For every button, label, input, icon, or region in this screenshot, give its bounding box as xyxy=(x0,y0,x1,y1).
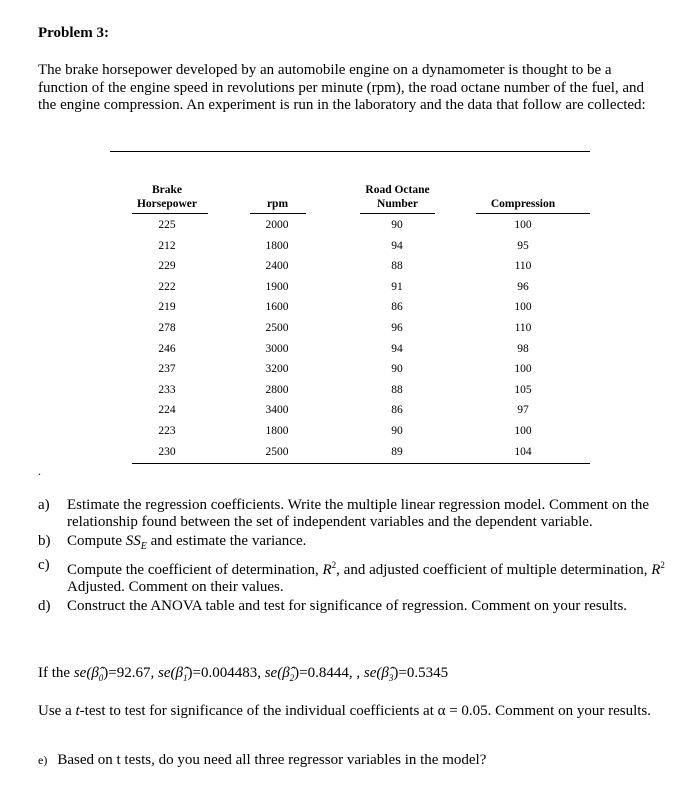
table-cell: 90 xyxy=(391,425,403,437)
se-subscript: 2 xyxy=(289,673,295,683)
r-squared-adj-symbol: R xyxy=(651,562,661,578)
table-cell: 1900 xyxy=(265,280,289,293)
question-marker: e) xyxy=(38,753,48,767)
table-cell: 100 xyxy=(514,425,532,437)
question-text: Based on t tests, do you need all three regressor variables in the model? xyxy=(57,752,487,768)
problem-intro: The brake horsepower developed by an automobile engine on a dynamometer is thought to be a function of the engine speed in revolutions per minute (rpm), the road octane number of the fuel, and the engine compression. An experiment is run in the laboratory and the data that follow are collected: xyxy=(38,62,646,113)
table-cell: 219 xyxy=(158,301,176,314)
table-cell: 222 xyxy=(158,280,176,293)
table-cell: 89 xyxy=(391,445,403,458)
table-cell: 1600 xyxy=(265,301,289,314)
question-text: Estimate the regression coefficients. Write the multiple linear regression model. Comment on the relationship found between the set of independent variables and the dependent variable. xyxy=(67,497,650,530)
question-b xyxy=(38,533,678,555)
header-underline xyxy=(360,213,435,214)
table-bottom-rule xyxy=(132,463,590,464)
table-cell: 110 xyxy=(514,322,532,334)
header-rpm xyxy=(250,197,305,211)
t-symbol: t xyxy=(75,703,80,719)
sse-subscript: E xyxy=(140,541,147,552)
r-squared-adj-exponent: 2 xyxy=(660,560,665,570)
table-cell: 94 xyxy=(391,239,403,252)
question-text-mid: , and adjusted coefficient of multiple determination, xyxy=(336,562,652,578)
table-cell: 2000 xyxy=(265,219,289,231)
table-cell: 2800 xyxy=(265,383,289,396)
stray-mark: . xyxy=(38,464,41,478)
table-cell: 229 xyxy=(158,260,176,273)
header-underline xyxy=(250,213,306,214)
table-cell: 98 xyxy=(517,342,529,355)
se-label: se(β̂ xyxy=(264,665,290,681)
question-marker: d) xyxy=(38,598,51,614)
table-cell: 2500 xyxy=(265,445,289,458)
se-prefix: If the xyxy=(38,665,74,681)
se-subscript: 0 xyxy=(98,673,104,683)
se-value: )=0.8444, , xyxy=(294,665,364,681)
question-text: Construct the ANOVA table and test for significance of regression. Comment on your results. xyxy=(67,598,628,614)
question-text-pre: Compute xyxy=(67,533,126,549)
header-compression xyxy=(478,197,568,211)
standard-errors-line xyxy=(38,665,448,683)
table-cell: 96 xyxy=(517,280,529,293)
table-cell: 86 xyxy=(391,404,403,417)
question-d xyxy=(38,598,678,615)
question-marker: b) xyxy=(38,533,51,549)
table-cell: 110 xyxy=(514,260,532,273)
se-value: )=0.5345 xyxy=(393,665,449,681)
table-cell: 224 xyxy=(158,404,176,417)
use-post: -test to test for significance of the individual coefficients at α = 0.05. Comment on your results. xyxy=(79,703,652,719)
table-cell: 100 xyxy=(514,363,532,376)
se-label: se(β̂ xyxy=(73,665,99,681)
table-cell: 100 xyxy=(514,301,532,314)
problem-title: Problem 3: xyxy=(38,25,109,41)
table-cell: 94 xyxy=(391,342,403,355)
se-value: )=0.004483, xyxy=(187,665,265,681)
table-cell: 2500 xyxy=(265,322,289,334)
table-cell: 96 xyxy=(391,322,403,334)
header-line1: Brake xyxy=(151,184,183,196)
table-cell: 86 xyxy=(391,301,403,314)
table-cell: 3000 xyxy=(265,342,289,355)
table-cell: 91 xyxy=(391,280,403,293)
table-cell: 90 xyxy=(391,219,403,231)
question-list xyxy=(38,497,678,617)
r-squared-exponent: 2 xyxy=(331,560,337,570)
header-line1: Road Octane xyxy=(365,184,430,196)
question-text-post: and estimate the variance. xyxy=(146,533,307,549)
table-top-rule xyxy=(110,151,590,152)
header-brake-horsepower xyxy=(132,183,202,211)
question-marker: a) xyxy=(38,497,50,513)
se-label: se(β̂ xyxy=(158,665,183,681)
header-underline xyxy=(132,213,208,214)
table-cell: 1800 xyxy=(265,425,289,437)
table-cell: 1800 xyxy=(265,239,289,252)
table-cell: 88 xyxy=(391,383,403,396)
question-text-post: Adjusted. Comment on their values. xyxy=(67,579,284,595)
se-subscript: 1 xyxy=(182,673,188,683)
table-cell: 246 xyxy=(158,342,176,355)
header-underline xyxy=(476,213,590,214)
table-cell: 233 xyxy=(158,383,176,396)
table-cell: 237 xyxy=(158,363,176,376)
header-road-octane xyxy=(350,183,445,211)
question-text-pre: Compute the coefficient of determination, xyxy=(67,562,323,578)
table-cell: 3200 xyxy=(265,363,289,376)
t-test-instruction xyxy=(38,702,658,720)
se-label: se(β̂ xyxy=(363,665,389,681)
question-c xyxy=(38,557,678,596)
header-line2: Number xyxy=(377,198,418,210)
table-cell: 212 xyxy=(158,239,176,252)
table-cell: 2400 xyxy=(265,260,289,273)
r-squared-symbol: R xyxy=(322,562,332,578)
se-value: )=92.67, xyxy=(103,665,159,681)
sse-symbol: SS xyxy=(125,533,141,549)
table-cell: 90 xyxy=(391,363,403,376)
table-cell: 3400 xyxy=(265,404,289,417)
table-cell: 105 xyxy=(514,383,532,396)
header-line2: rpm xyxy=(266,198,289,210)
table-cell: 95 xyxy=(517,239,529,252)
table-cell: 230 xyxy=(158,445,176,458)
question-e xyxy=(38,752,486,769)
use-pre: Use a xyxy=(38,703,76,719)
question-marker: c) xyxy=(38,557,50,573)
table-cell: 223 xyxy=(158,425,176,437)
table-cell: 100 xyxy=(514,219,532,231)
header-line2: Horsepower xyxy=(136,198,198,210)
se-subscript: 3 xyxy=(388,673,394,683)
header-line2: Compression xyxy=(490,198,556,210)
question-a xyxy=(38,497,678,531)
table-cell: 104 xyxy=(514,445,532,458)
table-cell: 88 xyxy=(391,260,403,273)
table-cell: 225 xyxy=(158,219,176,231)
table-cell: 278 xyxy=(158,322,176,334)
table-cell: 97 xyxy=(517,404,529,417)
